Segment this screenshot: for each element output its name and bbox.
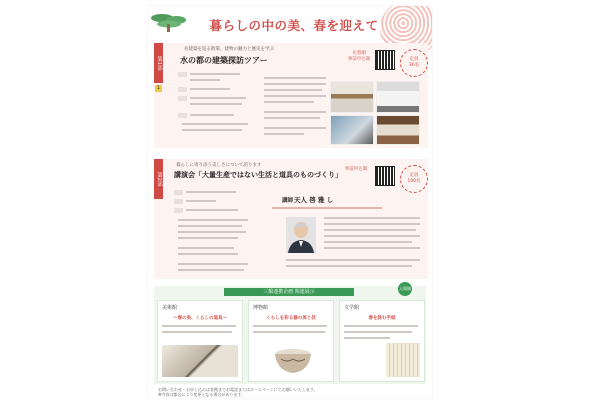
- speaker-label: 講師: [282, 198, 294, 204]
- free-admission-badge: 入場無料: [398, 282, 412, 296]
- application-note: 事前申込制: [344, 167, 368, 172]
- section-tag: 第2部: [154, 159, 163, 199]
- flyer: [148, 6, 432, 398]
- qr-code-icon[interactable]: [376, 167, 394, 185]
- card-title: 春を詠む手紙: [368, 316, 396, 321]
- exhibition-image: [162, 345, 238, 377]
- card-title: ～春の美、くらしの道具～: [173, 316, 227, 321]
- letter-image: [386, 343, 420, 377]
- event-intro: 暮らしに寄り添う美しさについて語ります: [176, 163, 262, 168]
- exhibition-card[interactable]: [157, 300, 243, 382]
- building-photo-4: [376, 115, 420, 145]
- qr-code-icon[interactable]: [376, 51, 394, 69]
- event-section-1: [154, 43, 428, 148]
- exhibitions-header: 三館連携企画 関連展示: [224, 288, 354, 296]
- card-heading: 博物館: [253, 305, 269, 311]
- exhibition-card[interactable]: [339, 300, 425, 382]
- section-number: 1: [156, 85, 161, 91]
- section-tag: 第1部: [154, 43, 163, 83]
- event-title: 水の都の建築探訪ツアー: [180, 56, 268, 65]
- page-title: 暮らしの中の美、春を迎えて: [209, 18, 379, 33]
- building-photo-2: [376, 81, 420, 113]
- speaker-name: 天人 啓 雅 し: [294, 196, 334, 204]
- footer-line-1: お問い合わせ・お申し込みは各館までお電話またはホームページにてお願いいたします。: [158, 387, 318, 392]
- capacity-stamp: 定員 100名: [400, 165, 428, 193]
- bowl-image: [273, 347, 313, 375]
- card-heading: 文学館: [344, 305, 360, 311]
- capacity-stamp: 定員 30名: [400, 49, 428, 77]
- application-note: 先着順 事前申込制: [347, 51, 371, 62]
- footer: [158, 387, 424, 397]
- card-heading: 美術館: [162, 305, 178, 311]
- pine-tree-icon: [150, 10, 188, 32]
- building-photo-3: [330, 115, 374, 145]
- speaker-portrait: [286, 217, 316, 253]
- event-title: 講演会「大量生産ではない生活と道具のものづくり」: [174, 171, 342, 179]
- event-intro: 名建築を巡る散策、建物の魅力と歴史を学ぶ: [184, 47, 274, 52]
- event-section-2: [154, 159, 428, 279]
- footer-line-2: ※内容は都合により変更となる場合があります。: [158, 392, 246, 397]
- related-exhibitions: [154, 286, 426, 384]
- card-title: くらしを彩る器の美と技: [266, 316, 316, 321]
- building-photo-1: [330, 81, 374, 113]
- exhibition-card[interactable]: [248, 300, 334, 382]
